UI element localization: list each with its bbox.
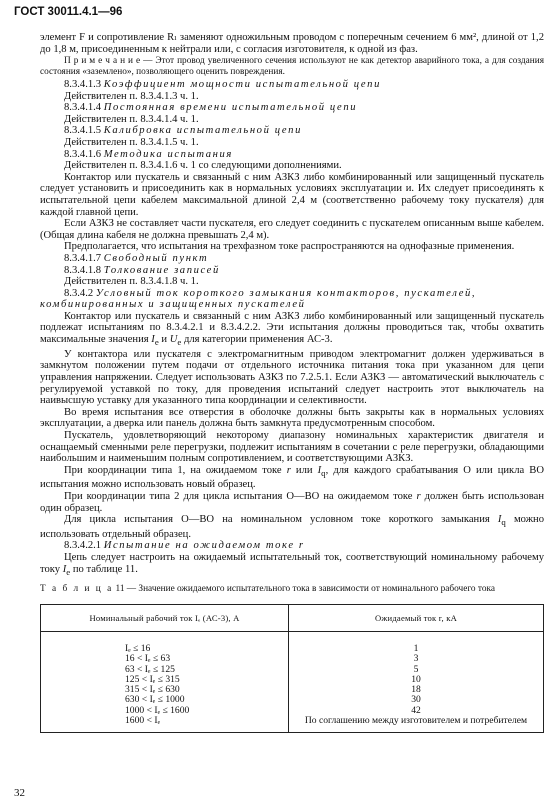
table-header-row bbox=[41, 604, 544, 631]
section-heading bbox=[64, 79, 544, 91]
cell-line: Iₑ ≤ 16 bbox=[125, 642, 151, 654]
cell-line: По соглашению между изготовителем и потребителем bbox=[304, 715, 528, 727]
cell-line: 3 bbox=[413, 653, 419, 665]
section-number: 8.3.4.1.7 bbox=[64, 252, 102, 264]
note bbox=[40, 56, 544, 77]
cell-line: 315 < Iₑ ≤ 630 bbox=[125, 684, 180, 696]
text-run: по таблице 11. bbox=[70, 563, 138, 575]
cell-line: 1 bbox=[413, 642, 419, 654]
section-title: Постоянная времени испытательной цепи bbox=[103, 102, 358, 114]
paragraph: Если АЗКЗ не составляет части пускателя, его следует соединить с пускателем описанным выше кабелем. (Общая длина кабеля не должна превышать 2,4 м). bbox=[40, 218, 544, 241]
section-number: 8.3.4.2 bbox=[64, 287, 94, 299]
section-heading bbox=[40, 540, 544, 552]
section-number: 8.3.4.1.6 bbox=[64, 148, 102, 160]
note-label: П р и м е ч а н и е bbox=[64, 56, 141, 67]
section-heading bbox=[64, 102, 544, 114]
current-table bbox=[40, 604, 544, 733]
table-row bbox=[41, 631, 544, 732]
paragraph bbox=[40, 311, 544, 349]
table-caption-text: 11 — Значение ожидаемого испытательного тока в зависимости от номинального рабочего тока bbox=[115, 584, 496, 595]
table-label: Т а б л и ц а bbox=[40, 584, 114, 595]
cell-line: 125 < Iₑ ≤ 315 bbox=[125, 673, 180, 685]
section-title: Методика испытания bbox=[103, 148, 233, 160]
text-run: или bbox=[290, 464, 318, 476]
table-caption bbox=[40, 584, 544, 596]
paragraph: Во время испытания все отверстия в оболочке должны быть закрыты как в нормальных условиях эксплуатации, а дверка или панель должна быть замкнута предусмотренным способом. bbox=[40, 406, 544, 430]
text-run: , для каждого срабатывания О или цикла ВО испытания можно использовать новый образец. bbox=[40, 464, 544, 491]
document-header: ГОСТ 30011.4.1—96 bbox=[14, 6, 123, 18]
symbol-ue: U bbox=[169, 334, 178, 346]
section-number: 8.3.4.1.4 bbox=[64, 102, 102, 114]
section-number: 8.3.4.1.8 bbox=[64, 264, 102, 276]
text-run: Для цикла испытания О—ВО на номинальном условном токе короткого замыкания bbox=[64, 514, 498, 526]
subscript: e bbox=[177, 337, 182, 348]
symbol-ie: I bbox=[62, 563, 67, 575]
cell-line: 1000 < Iₑ ≤ 1600 bbox=[125, 704, 190, 716]
section-heading bbox=[64, 149, 544, 161]
text-run: должен быть использован один образец. bbox=[40, 491, 544, 514]
paragraph: Действителен п. 8.3.4.1.3 ч. 1. bbox=[64, 90, 199, 102]
paragraph: Действителен п. 8.3.4.1.6 ч. 1 со следующими дополнениями. bbox=[64, 160, 342, 172]
paragraph: Контактор или пускатель и связанный с ним АЗКЗ либо комбинированный или защищенный пускатель следует установить и присоединить как в нормальных условиях эксплуатации и. Их следует присоединять к испытательной цепи кабелем максимальной длиной 2,4 м (соответственно рабочему току пускателя) для каждой главной цепи. bbox=[40, 171, 544, 218]
text-run: для категории применения АС-3. bbox=[181, 334, 333, 346]
symbol-iq: I bbox=[497, 514, 502, 526]
cell-line: 5 bbox=[413, 663, 419, 675]
cell-line: 16 < Iₑ ≤ 63 bbox=[125, 653, 171, 665]
cell-line: 10 bbox=[411, 673, 421, 685]
symbol-r: r bbox=[286, 464, 291, 476]
section-title: Испытание на ожидаемом токе r bbox=[103, 540, 305, 552]
subscript: e bbox=[154, 337, 159, 348]
paragraph: элемент F и сопротивление Rₗ заменяют одножильным проводом с поперечным сечением 6 мм², длиной от 1,2 до 1,8 м, присоединенным к нейтрали или, с согласия изготовителя, к одной из фаз. bbox=[40, 32, 544, 55]
cell-line: 630 < Iₑ ≤ 1000 bbox=[125, 694, 185, 706]
cell-line: 18 bbox=[411, 684, 421, 696]
subscript: e bbox=[66, 566, 71, 577]
subscript: q bbox=[321, 467, 326, 478]
paragraph bbox=[40, 514, 544, 540]
paragraph: Пускатель, удовлетворяющий некоторому диапазону номинальных характеристик двигателя и оснащаемый сменными реле перегрузки, подлежит испытаниям в сочетании с реле перегрузки, обладающими наибольшим и наименьшим полным сопротивлением, и соответствующими АЗКЗ. bbox=[40, 429, 544, 465]
cell-line: 63 < Iₑ ≤ 125 bbox=[125, 663, 175, 675]
paragraph: Действителен п. 8.3.4.1.4 ч. 1. bbox=[64, 113, 199, 125]
symbol-ie: I bbox=[151, 334, 155, 346]
section-number: 8.3.4.2.1 bbox=[64, 540, 102, 552]
section-heading bbox=[64, 265, 544, 277]
column-header: Номинальный рабочий ток Iₑ (АС-3), А bbox=[41, 604, 289, 631]
cell-line: 42 bbox=[411, 704, 421, 716]
text-run: При координации типа 2 для цикла испытания О—ВО на ожидаемом токе bbox=[64, 491, 417, 502]
text-run: При координации типа 1, на ожидаемом токе bbox=[64, 464, 287, 476]
section-heading bbox=[64, 253, 544, 265]
section-number: 8.3.4.1.3 bbox=[64, 79, 102, 90]
paragraph bbox=[40, 552, 544, 578]
symbol-r: r bbox=[416, 491, 421, 502]
cell-line: 1600 < Iₑ bbox=[125, 715, 161, 727]
paragraph: У контактора или пускателя с электромагнитным приводом электромагнит должен удерживаться в замкнутом положении путем подачи от отдельного источника питания тока при указанном для цепи управления напряжении. Следует использовать АЗКЗ по 7.2.5.1. Если АЗКЗ — автоматический выключатель с регулируемой уставкой по току, для проведения испытаний следует настроить этот выключатель на наивысшую уставку для указанного типа координации и селективности. bbox=[40, 348, 544, 407]
section-title: Условный ток короткого замыкания контакторов, пускателей, комбинированных и защищенных пускателей bbox=[40, 287, 477, 311]
section-title: Коэффициент мощности испытательной цепи bbox=[103, 79, 381, 90]
section-title: Калибровка испытательной цепи bbox=[103, 125, 302, 137]
table-cell-rated-current bbox=[41, 631, 289, 732]
section-number: 8.3.4.1.5 bbox=[64, 125, 102, 137]
section-title: Толкование записей bbox=[103, 264, 220, 276]
note-text: — Этот провод увеличенного сечения используют не как детектор аварийного тока, а для создания состояния «заземлено», позволяющего оценить повреждения. bbox=[40, 56, 544, 77]
text-run: можно использовать отдельный образец. bbox=[40, 514, 545, 540]
symbol-iq: I bbox=[317, 464, 322, 476]
paragraph: Действителен п. 8.3.4.1.5 ч. 1. bbox=[64, 136, 199, 148]
section-heading bbox=[64, 125, 544, 137]
table-cell-expected-current bbox=[289, 631, 544, 732]
paragraph bbox=[40, 465, 544, 491]
text-run: и bbox=[158, 334, 170, 346]
page-content bbox=[40, 32, 544, 733]
subscript: q bbox=[501, 517, 506, 528]
paragraph: Предполагается, что испытания на трехфазном токе распространяются на однофазные применения. bbox=[64, 241, 515, 253]
section-heading bbox=[40, 288, 544, 311]
section-title: Свободный пункт bbox=[103, 252, 209, 264]
cell-line: 30 bbox=[411, 694, 421, 706]
column-header: Ожидаемый ток r, кА bbox=[289, 604, 544, 631]
paragraph: Действителен п. 8.3.4.1.8 ч. 1. bbox=[64, 276, 199, 288]
text-run: Контактор или пускатель и связанный с ним АЗКЗ либо комбинированный или защищенный пускатель подлежат испытаниям по 8.3.4.2.1 и 8.3.4.2.2. Эти испытания должны проводиться так, чтобы охватить максимальные значения bbox=[40, 310, 544, 346]
page-number: 32 bbox=[14, 787, 25, 799]
text-run: Цепь следует настроить на ожидаемый испытательный ток, соответствующий номинальному рабочему току bbox=[40, 552, 544, 575]
paragraph bbox=[40, 491, 544, 514]
